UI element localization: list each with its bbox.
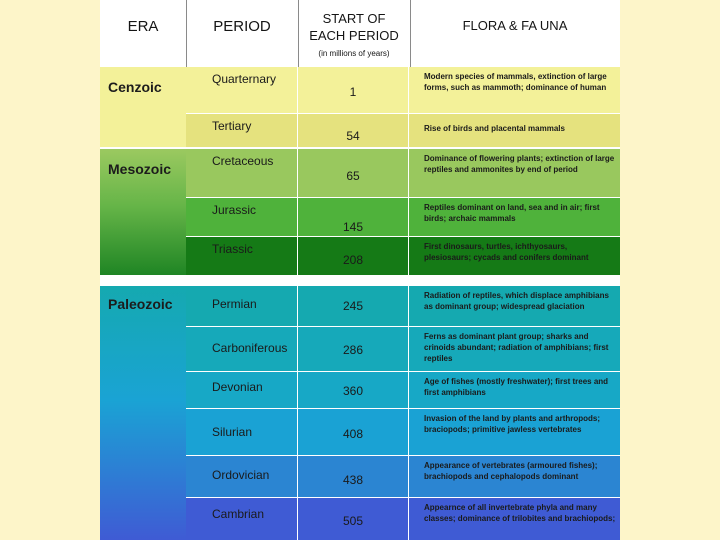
header-start-line2: EACH PERIOD [309, 28, 399, 43]
flora-fauna-text: Age of fishes (mostly freshwater); first trees and first amphibians [424, 377, 609, 397]
table-row-permian [186, 286, 620, 326]
start-cell [298, 67, 408, 113]
period-name: Ordovician [212, 468, 270, 482]
era-mesozoic [100, 149, 186, 275]
period-name: Cretaceous [212, 154, 274, 168]
flora-fauna-text: Radiation of reptiles, which displace amphibians as dominant group; widespread glaciation [424, 291, 609, 311]
flora-cell [409, 286, 620, 326]
flora-cell [409, 149, 620, 197]
start-cell [298, 286, 408, 326]
period-cell [186, 456, 297, 497]
start-cell [298, 372, 408, 408]
flora-cell [409, 114, 620, 147]
header-start-of-period [298, 10, 410, 44]
start-value: 360 [342, 384, 364, 398]
period-name: Permian [212, 297, 257, 311]
period-cell [186, 409, 297, 455]
table-row-triassic [186, 237, 620, 275]
period-cell [186, 198, 297, 236]
flora-fauna-text: Invasion of the land by plants and arthropods; braciopods; primitive jawless vertebrates [424, 414, 601, 434]
era-name: Mesozoic [108, 161, 172, 177]
start-value: 1 [349, 85, 357, 99]
flora-fauna-text: Appearnce of all invertebrate phyla and many classes; dominance of trilobites and brachiopods; [424, 503, 616, 523]
start-value: 145 [342, 220, 364, 234]
table-row-tertiary [186, 114, 620, 147]
flora-fauna-text: Ferns as dominant plant group; sharks and crinoids abundant; radiation of amphibians; first reptiles [424, 332, 609, 363]
start-value: 408 [342, 427, 364, 441]
period-cell [186, 498, 297, 540]
period-cell [186, 149, 297, 197]
period-name: Silurian [212, 425, 253, 439]
table-row-ordovician [186, 456, 620, 497]
table-row-quarternary [186, 67, 620, 113]
header-start-note: (in millions of years) [318, 49, 390, 58]
start-cell [298, 456, 408, 497]
period-name: Tertiary [212, 119, 252, 133]
era-name: Paleozoic [108, 296, 173, 312]
header-divider [298, 0, 299, 67]
header-period: PERIOD [213, 18, 271, 35]
geologic-time-table [100, 0, 620, 540]
period-name: Quarternary [212, 72, 277, 86]
flora-cell [409, 456, 620, 497]
period-cell [186, 67, 297, 113]
table-row-cambrian [186, 498, 620, 540]
flora-fauna-text: Reptiles dominant on land, sea and in air; first birds; archaic mammals [424, 203, 600, 223]
period-cell [186, 327, 297, 371]
header-era: ERA [127, 18, 159, 35]
flora-fauna-text: Modern species of mammals, extinction of large forms, such as mammoth; dominance of human [424, 72, 607, 92]
flora-fauna-text: First dinosaurs, turtles, ichthyosaurs, plesiosaurs; cycads and conifers dominant [424, 242, 589, 262]
flora-cell [409, 372, 620, 408]
start-cell [298, 114, 408, 147]
start-value: 208 [342, 253, 364, 267]
table-row-cretaceous [186, 149, 620, 197]
flora-cell [409, 327, 620, 371]
flora-fauna-text: Rise of birds and placental mammals [424, 124, 565, 133]
flora-cell [409, 498, 620, 540]
header-flora-fauna: FLORA & FA UNA [462, 18, 568, 33]
start-cell [298, 237, 408, 275]
flora-cell [409, 198, 620, 236]
era-name: Cenzoic [108, 79, 162, 95]
table-row-carboniferous [186, 327, 620, 371]
start-cell [298, 198, 408, 236]
flora-fauna-text: Appearance of vertebrates (armoured fishes); brachiopods and cephalopods dominant [424, 461, 598, 481]
table-row-jurassic [186, 198, 620, 236]
header-divider [186, 0, 187, 67]
start-cell [298, 149, 408, 197]
period-name: Carboniferous [212, 341, 288, 355]
table-row-devonian [186, 372, 620, 408]
start-value: 505 [342, 514, 364, 528]
flora-cell [409, 67, 620, 113]
era-cenozoic [100, 67, 186, 147]
period-cell [186, 114, 297, 147]
period-name: Cambrian [212, 507, 265, 521]
flora-cell [409, 409, 620, 455]
start-cell [298, 327, 408, 371]
flora-cell [409, 237, 620, 275]
period-name: Devonian [212, 380, 263, 394]
start-cell [298, 498, 408, 540]
period-name: Jurassic [212, 203, 257, 217]
period-cell [186, 372, 297, 408]
period-cell [186, 237, 297, 275]
start-cell [298, 409, 408, 455]
era-paleozoic [100, 286, 186, 540]
start-value: 286 [342, 343, 364, 357]
flora-fauna-text: Dominance of flowering plants; extinction of large reptiles and ammonites by end of period [424, 154, 615, 174]
table-row-silurian [186, 409, 620, 455]
header-start-line1: START OF [322, 11, 386, 26]
period-name: Triassic [212, 242, 253, 256]
start-value: 65 [346, 169, 360, 183]
start-value: 54 [346, 129, 360, 143]
start-value: 438 [342, 473, 364, 487]
header-divider [410, 0, 411, 67]
period-cell [186, 286, 297, 326]
start-value: 245 [342, 299, 364, 313]
